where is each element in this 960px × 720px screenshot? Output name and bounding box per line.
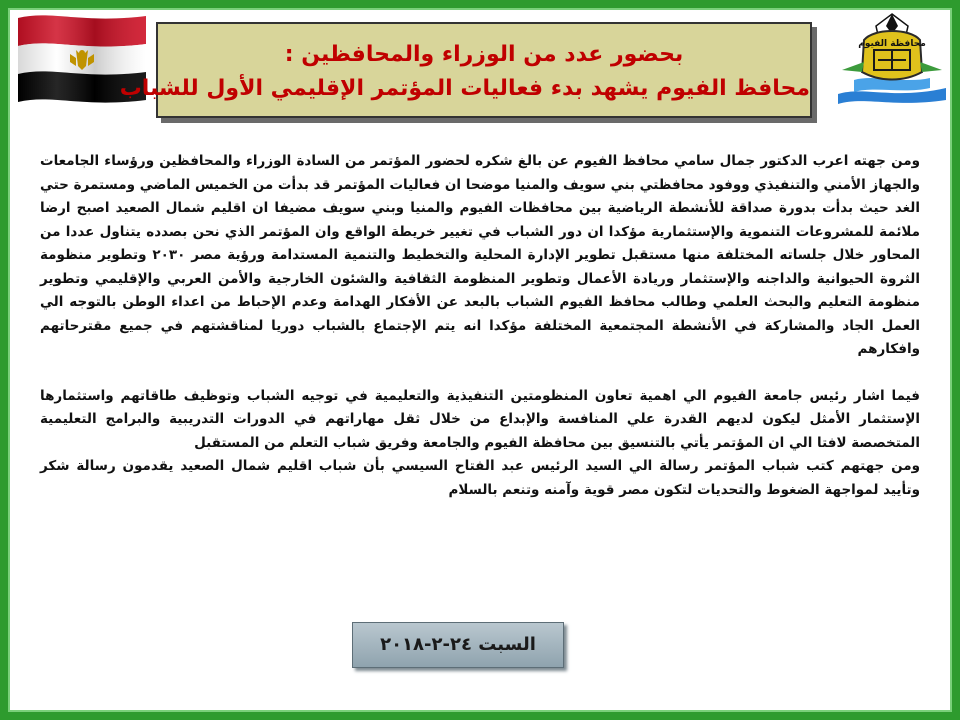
- headline-line-2: محافظ الفيوم يشهد بدء فعاليات المؤتمر الإقليمي الأول للشباب: [119, 76, 810, 101]
- headline-line-1: بحضور عدد من الوزراء والمحافظين :: [284, 42, 684, 67]
- article-paragraph: ومن جهتهم كتب شباب المؤتمر رسالة الي السيد الرئيس عبد الفتاح السيسي بأن شباب اقليم شمال الصعيد يقدمون رسالة شكر وتأييد لمواجهة الضغوط والتحديات لتكون مصر قوية وآمنه وتنعم بالسلام: [40, 458, 920, 498]
- article-paragraph: فيما اشار رئيس جامعة الفيوم الي اهمية تعاون المنظومتين التنفيذية والتعليمية في توجيه الشباب وتوظيف طاقاتهم واستثمارها الإستثمار الأمثل ليكون لديهم القدرة علي المنافسة والإبداع من خلال ثقل مهاراتهم في الدورات التدريبية والبرامج التعليمية المتخصصة لافتا الي ان المؤتمر يأتي بالتنسيق بين محافظة الفيوم والجامعة وفريق شباب التعلم من المستقبل: [40, 387, 920, 451]
- svg-text:محافظة الفيوم: محافظة الفيوم: [858, 39, 926, 49]
- fayoum-governorate-logo: [834, 10, 950, 106]
- headline-box: [119, 22, 812, 118]
- date-label: السبت ٢٤-٢-٢٠١٨: [352, 622, 564, 668]
- article-paragraph: ومن جهته اعرب الدكتور جمال سامي محافظ الفيوم عن بالغ شكره لحضور المؤتمر من السادة الوزراء والمحافظين ورؤساء الجامعات والجهاز الأمني والتنفيذي ووفود محافظتي بني سويف والمنيا موضحا ان فعاليات المؤتمر قد بدأت من الخميس الماضي ومستمرة حتي الغد حيث بدأت بدورة صداقة للأنشطة الرياضية بين محافظات الفيوم والمنيا وبني سويف مضيفا ان اقليم شمال الصعيد اصبح ارضا ملائمة للمشروعات التنموية والإستثمارية مؤكدا ان دور الشباب في تغيير خريطة الواقع وان المؤتمر الذي نحن بصدده يتناول عددا من المحاور خلال جلساته المختلفة منها مستقبل تطوير الإدارة المحلية والتخطيط والتنمية المستدامة ورؤية مصر ٢٠٣٠ وتطوير منظومة الثروة الحيوانية والداجنه والإستثمار وريادة الأعمال وتطوير المنظومة الثقافية والشئون الخارجية والأمن العربي والإقليمي وتطوير منظومة التعليم والبحث العلمي وطالب محافظ الفيوم الشباب بالبعد عن الأفكار الهدامة وعدم الإحباط من اعداء الوطن بالتوجه الي العمل الجاد والمشاركة في الأنشطة المجتمعية المختلفة مؤكدا انه يتم الإجتماع بالشباب دوريا لمناقشتهم في جميع مقترحاتهم وافكارهم: [40, 153, 920, 357]
- article-body: [40, 150, 920, 502]
